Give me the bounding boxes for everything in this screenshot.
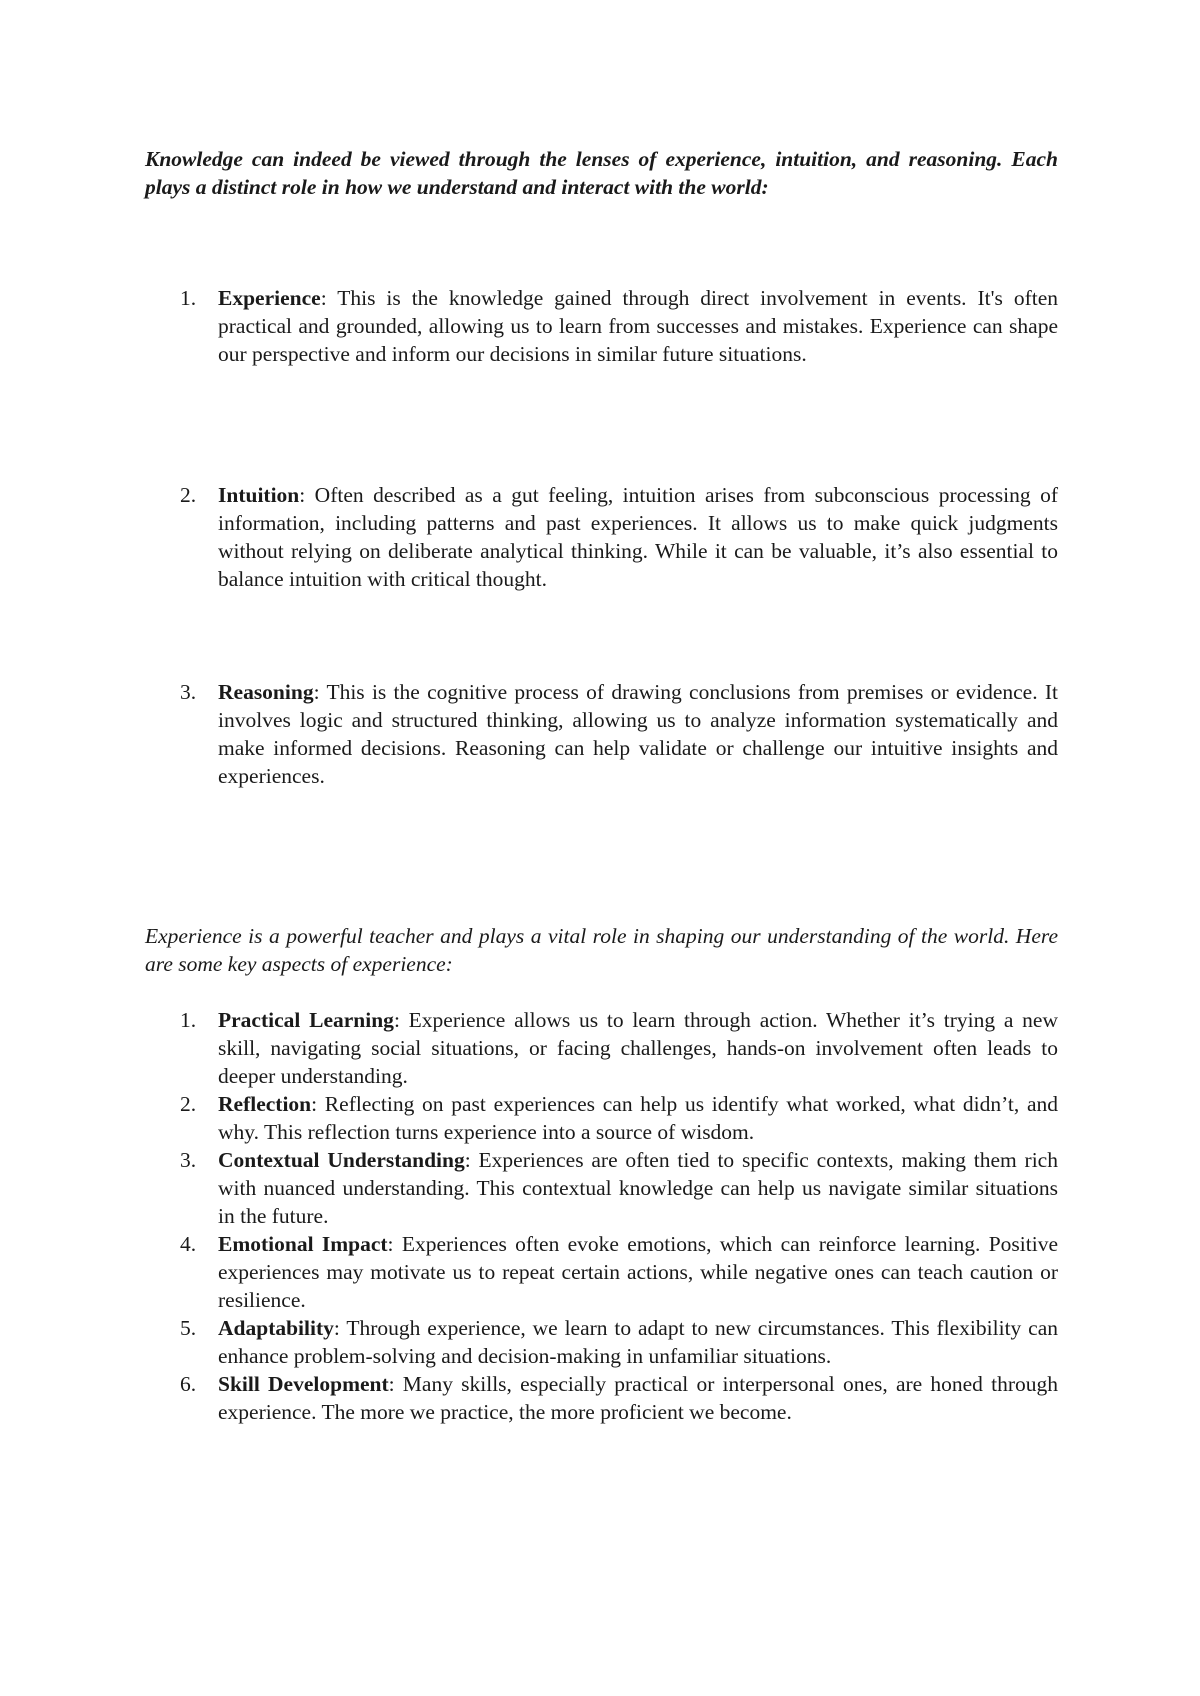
list-number: 1. xyxy=(180,1008,197,1032)
list-item xyxy=(145,284,1058,368)
list-item xyxy=(145,1230,1058,1314)
list-text: : Experiences often evoke emotions, which can reinforce learning. Positive experiences may motivate us to repeat certain actions, while negative ones can teach caution or resilience. xyxy=(218,1232,1058,1312)
list-item xyxy=(145,481,1058,593)
list-number: 5. xyxy=(180,1316,197,1340)
list-item xyxy=(145,1146,1058,1230)
list-number: 2. xyxy=(180,483,197,507)
list-text: : This is the cognitive process of drawing conclusions from premises or evidence. It involves logic and structured thinking, allowing us to analyze information systematically and make informed decisions. Reasoning can help validate or challenge our intuitive insights and experiences. xyxy=(218,680,1058,788)
list-term: Reasoning xyxy=(218,680,314,704)
list-item xyxy=(145,1370,1058,1426)
list-number: 6. xyxy=(180,1372,197,1396)
list-text: : This is the knowledge gained through direct involvement in events. It's often practical and grounded, allowing us to learn from successes and mistakes. Experience can shape our perspective and inform our decisions in similar future situations. xyxy=(218,286,1058,366)
list-number: 1. xyxy=(180,286,197,310)
list-text: : Experience allows us to learn through action. Whether it’s trying a new skill, navigating social situations, or facing challenges, hands-on involvement often leads to deeper understanding. xyxy=(218,1008,1058,1088)
list-number: 2. xyxy=(180,1092,197,1116)
list-term: Practical Learning xyxy=(218,1008,394,1032)
list-term: Adaptability xyxy=(218,1316,334,1340)
knowledge-lenses-list xyxy=(145,284,1058,790)
list-term: Skill Development xyxy=(218,1372,389,1396)
list-text: : Many skills, especially practical or interpersonal ones, are honed through experience. The more we practice, the more proficient we become. xyxy=(218,1372,1058,1424)
list-term: Experience xyxy=(218,286,321,310)
list-number: 3. xyxy=(180,1148,197,1172)
experience-aspects-list xyxy=(145,1006,1058,1426)
intro-paragraph-knowledge: Knowledge can indeed be viewed through the lenses of experience, intuition, and reasoning. Each plays a distinct role in how we understand and interact with the world: xyxy=(145,147,1058,199)
intro-paragraph-experience: Experience is a powerful teacher and plays a vital role in shaping our understanding of the world. Here are some key aspects of experience: xyxy=(145,924,1058,976)
list-text: : Through experience, we learn to adapt to new circumstances. This flexibility can enhance problem-solving and decision-making in unfamiliar situations. xyxy=(218,1316,1058,1368)
list-term: Intuition xyxy=(218,483,300,507)
list-text: : Experiences are often tied to specific contexts, making them rich with nuanced understanding. This contextual knowledge can help us navigate similar situations in the future. xyxy=(218,1148,1058,1228)
list-text: : Reflecting on past experiences can help us identify what worked, what didn’t, and why. This reflection turns experience into a source of wisdom. xyxy=(218,1092,1058,1144)
list-term: Contextual Understanding xyxy=(218,1148,465,1172)
list-item xyxy=(145,678,1058,790)
list-number: 4. xyxy=(180,1232,197,1256)
list-term: Reflection xyxy=(218,1092,312,1116)
list-item xyxy=(145,1006,1058,1090)
list-term: Emotional Impact xyxy=(218,1232,388,1256)
list-item xyxy=(145,1314,1058,1370)
list-item xyxy=(145,1090,1058,1146)
list-number: 3. xyxy=(180,680,197,704)
list-text: : Often described as a gut feeling, intuition arises from subconscious processing of information, including patterns and past experiences. It allows us to make quick judgments without relying on deliberate analytical thinking. While it can be valuable, it’s also essential to balance intuition with critical thought. xyxy=(218,483,1058,591)
